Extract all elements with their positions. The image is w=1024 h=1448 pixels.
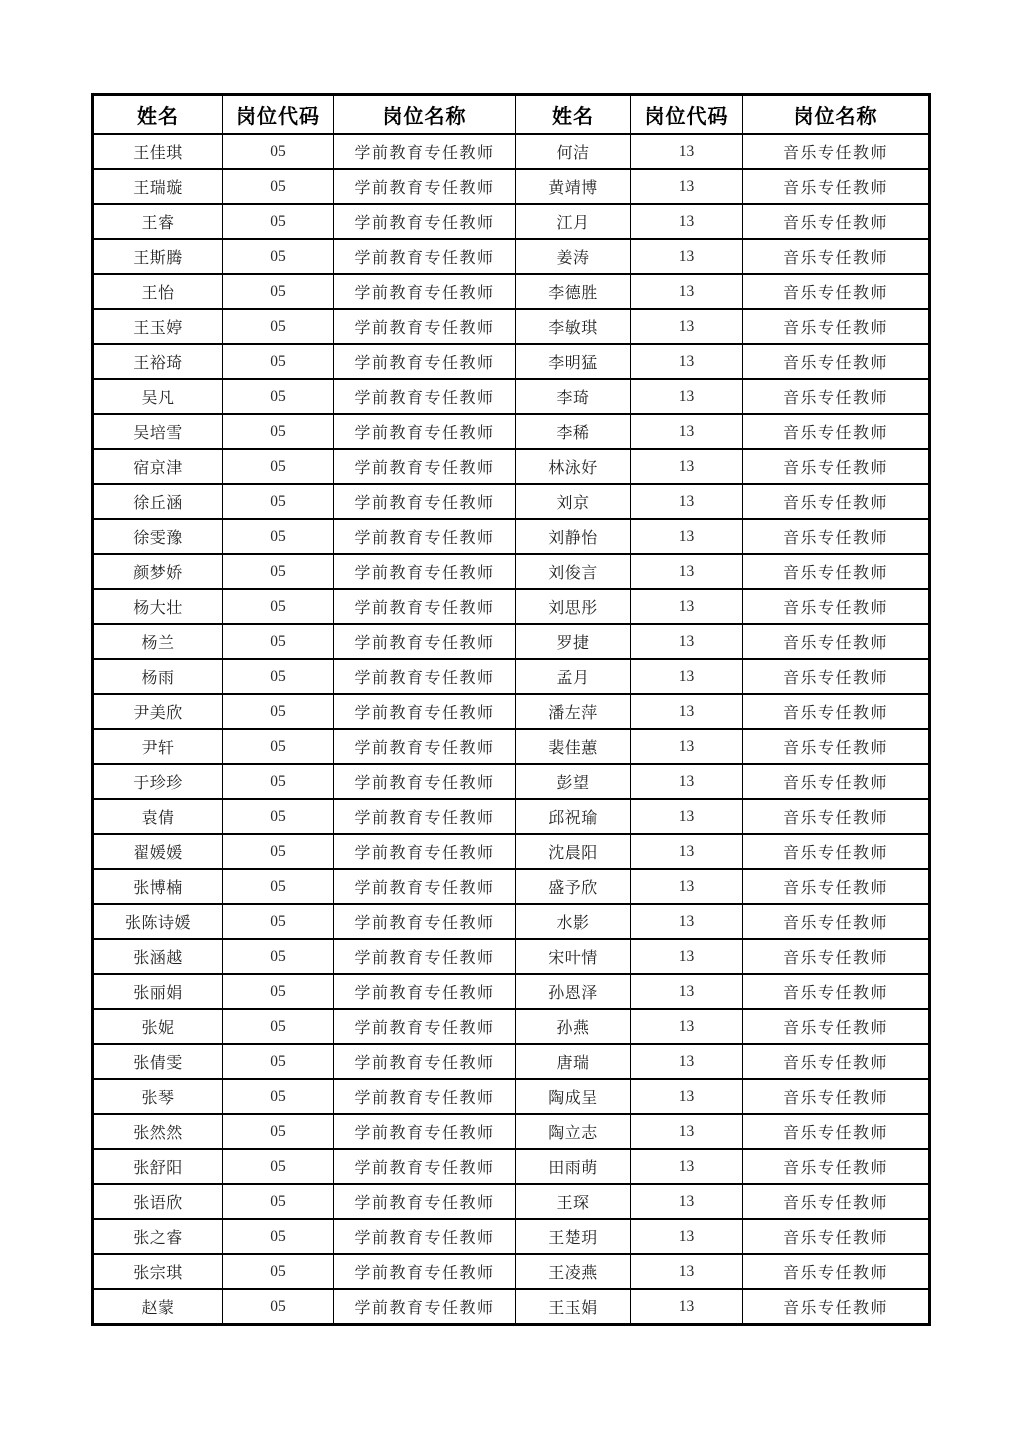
position-cell: 学前教育专任教师 [334, 1184, 516, 1219]
table-row [93, 939, 930, 974]
name-cell: 裴佳蕙 [516, 729, 631, 764]
name-cell: 王凌燕 [516, 1254, 631, 1289]
position-cell: 学前教育专任教师 [334, 414, 516, 449]
code-cell: 05 [223, 869, 334, 904]
position-cell: 学前教育专任教师 [334, 799, 516, 834]
position-cell: 音乐专任教师 [743, 379, 930, 414]
position-cell: 学前教育专任教师 [334, 1149, 516, 1184]
code-cell: 13 [631, 1184, 743, 1219]
name-cell: 杨兰 [93, 624, 223, 659]
position-cell: 音乐专任教师 [743, 274, 930, 309]
name-cell: 王楚玥 [516, 1219, 631, 1254]
column-header-name-right: 姓名 [516, 95, 631, 135]
code-cell: 05 [223, 904, 334, 939]
position-cell: 学前教育专任教师 [334, 1289, 516, 1325]
code-cell: 05 [223, 1009, 334, 1044]
name-cell: 李琦 [516, 379, 631, 414]
roster-table-body [93, 134, 930, 1325]
name-cell: 徐雯豫 [93, 519, 223, 554]
position-cell: 音乐专任教师 [743, 134, 930, 169]
name-cell: 张语欣 [93, 1184, 223, 1219]
code-cell: 05 [223, 1254, 334, 1289]
name-cell: 刘思彤 [516, 589, 631, 624]
name-cell: 王斯腾 [93, 239, 223, 274]
table-row [93, 344, 930, 379]
name-cell: 张宗琪 [93, 1254, 223, 1289]
position-cell: 音乐专任教师 [743, 939, 930, 974]
table-row [93, 1219, 930, 1254]
position-cell: 音乐专任教师 [743, 694, 930, 729]
code-cell: 13 [631, 939, 743, 974]
name-cell: 宿京津 [93, 449, 223, 484]
column-header-position-left: 岗位名称 [334, 95, 516, 135]
name-cell: 张陈诗媛 [93, 904, 223, 939]
code-cell: 13 [631, 694, 743, 729]
column-header-code-right: 岗位代码 [631, 95, 743, 135]
position-cell: 学前教育专任教师 [334, 869, 516, 904]
code-cell: 05 [223, 834, 334, 869]
code-cell: 05 [223, 239, 334, 274]
code-cell: 13 [631, 974, 743, 1009]
table-row [93, 869, 930, 904]
name-cell: 王玉婷 [93, 309, 223, 344]
position-cell: 音乐专任教师 [743, 1219, 930, 1254]
position-cell: 音乐专任教师 [743, 1114, 930, 1149]
position-cell: 音乐专任教师 [743, 484, 930, 519]
name-cell: 袁倩 [93, 799, 223, 834]
name-cell: 王瑞璇 [93, 169, 223, 204]
name-cell: 江月 [516, 204, 631, 239]
name-cell: 吴凡 [93, 379, 223, 414]
position-cell: 学前教育专任教师 [334, 694, 516, 729]
code-cell: 05 [223, 624, 334, 659]
code-cell: 13 [631, 169, 743, 204]
position-cell: 音乐专任教师 [743, 239, 930, 274]
position-cell: 学前教育专任教师 [334, 1009, 516, 1044]
table-row [93, 974, 930, 1009]
name-cell: 陶成呈 [516, 1079, 631, 1114]
position-cell: 学前教育专任教师 [334, 1114, 516, 1149]
code-cell: 13 [631, 484, 743, 519]
name-cell: 赵蒙 [93, 1289, 223, 1325]
table-row [93, 904, 930, 939]
name-cell: 张丽娟 [93, 974, 223, 1009]
table-row [93, 484, 930, 519]
name-cell: 张之睿 [93, 1219, 223, 1254]
name-cell: 张然然 [93, 1114, 223, 1149]
code-cell: 05 [223, 974, 334, 1009]
name-cell: 张倩雯 [93, 1044, 223, 1079]
name-cell: 李德胜 [516, 274, 631, 309]
code-cell: 13 [631, 764, 743, 799]
name-cell: 吴培雪 [93, 414, 223, 449]
code-cell: 05 [223, 309, 334, 344]
code-cell: 13 [631, 239, 743, 274]
column-header-position-right: 岗位名称 [743, 95, 930, 135]
table-row [93, 554, 930, 589]
code-cell: 13 [631, 274, 743, 309]
position-cell: 学前教育专任教师 [334, 309, 516, 344]
name-cell: 邱祝瑜 [516, 799, 631, 834]
code-cell: 13 [631, 309, 743, 344]
table-row [93, 1114, 930, 1149]
name-cell: 王睿 [93, 204, 223, 239]
position-cell: 学前教育专任教师 [334, 729, 516, 764]
table-row [93, 799, 930, 834]
name-cell: 张舒阳 [93, 1149, 223, 1184]
position-cell: 音乐专任教师 [743, 554, 930, 589]
code-cell: 13 [631, 799, 743, 834]
code-cell: 05 [223, 414, 334, 449]
position-cell: 音乐专任教师 [743, 589, 930, 624]
code-cell: 13 [631, 449, 743, 484]
code-cell: 13 [631, 414, 743, 449]
name-cell: 孟月 [516, 659, 631, 694]
name-cell: 张妮 [93, 1009, 223, 1044]
code-cell: 13 [631, 659, 743, 694]
position-cell: 音乐专任教师 [743, 1044, 930, 1079]
position-cell: 音乐专任教师 [743, 624, 930, 659]
position-cell: 音乐专任教师 [743, 764, 930, 799]
name-cell: 陶立志 [516, 1114, 631, 1149]
code-cell: 13 [631, 519, 743, 554]
code-cell: 13 [631, 1009, 743, 1044]
name-cell: 孙燕 [516, 1009, 631, 1044]
position-cell: 学前教育专任教师 [334, 274, 516, 309]
position-cell: 学前教育专任教师 [334, 659, 516, 694]
code-cell: 05 [223, 344, 334, 379]
code-cell: 13 [631, 1254, 743, 1289]
name-cell: 刘京 [516, 484, 631, 519]
code-cell: 05 [223, 764, 334, 799]
table-row [93, 659, 930, 694]
name-cell: 王裕琦 [93, 344, 223, 379]
code-cell: 05 [223, 1184, 334, 1219]
code-cell: 05 [223, 169, 334, 204]
position-cell: 学前教育专任教师 [334, 834, 516, 869]
code-cell: 05 [223, 659, 334, 694]
table-row [93, 764, 930, 799]
position-cell: 学前教育专任教师 [334, 974, 516, 1009]
table-row [93, 1289, 930, 1325]
table-row [93, 1184, 930, 1219]
name-cell: 颜梦娇 [93, 554, 223, 589]
position-cell: 学前教育专任教师 [334, 1044, 516, 1079]
roster-table-header [93, 95, 930, 135]
table-row [93, 134, 930, 169]
table-row [93, 274, 930, 309]
position-cell: 学前教育专任教师 [334, 624, 516, 659]
position-cell: 学前教育专任教师 [334, 204, 516, 239]
code-cell: 05 [223, 1079, 334, 1114]
name-cell: 何洁 [516, 134, 631, 169]
name-cell: 于珍珍 [93, 764, 223, 799]
name-cell: 王琛 [516, 1184, 631, 1219]
position-cell: 音乐专任教师 [743, 169, 930, 204]
code-cell: 05 [223, 274, 334, 309]
code-cell: 05 [223, 134, 334, 169]
position-cell: 学前教育专任教师 [334, 344, 516, 379]
table-row [93, 204, 930, 239]
position-cell: 音乐专任教师 [743, 659, 930, 694]
position-cell: 音乐专任教师 [743, 869, 930, 904]
code-cell: 13 [631, 379, 743, 414]
table-row [93, 624, 930, 659]
name-cell: 刘静怡 [516, 519, 631, 554]
code-cell: 13 [631, 1289, 743, 1325]
position-cell: 音乐专任教师 [743, 1184, 930, 1219]
name-cell: 宋叶情 [516, 939, 631, 974]
table-row [93, 589, 930, 624]
code-cell: 13 [631, 834, 743, 869]
position-cell: 音乐专任教师 [743, 519, 930, 554]
table-row [93, 379, 930, 414]
name-cell: 刘俊言 [516, 554, 631, 589]
table-row [93, 834, 930, 869]
table-row [93, 1009, 930, 1044]
table-row [93, 1079, 930, 1114]
position-cell: 学前教育专任教师 [334, 764, 516, 799]
name-cell: 黄靖博 [516, 169, 631, 204]
name-cell: 徐丘涵 [93, 484, 223, 519]
name-cell: 王佳琪 [93, 134, 223, 169]
name-cell: 李敏琪 [516, 309, 631, 344]
position-cell: 音乐专任教师 [743, 344, 930, 379]
position-cell: 音乐专任教师 [743, 309, 930, 344]
name-cell: 张琴 [93, 1079, 223, 1114]
roster-table [91, 93, 931, 1326]
name-cell: 李稀 [516, 414, 631, 449]
table-row [93, 1254, 930, 1289]
name-cell: 田雨萌 [516, 1149, 631, 1184]
position-cell: 学前教育专任教师 [334, 589, 516, 624]
code-cell: 13 [631, 1219, 743, 1254]
table-row [93, 239, 930, 274]
code-cell: 13 [631, 904, 743, 939]
header-row [93, 95, 930, 135]
name-cell: 盛予欣 [516, 869, 631, 904]
position-cell: 学前教育专任教师 [334, 904, 516, 939]
code-cell: 05 [223, 1044, 334, 1079]
code-cell: 05 [223, 799, 334, 834]
code-cell: 05 [223, 589, 334, 624]
code-cell: 05 [223, 449, 334, 484]
position-cell: 学前教育专任教师 [334, 379, 516, 414]
position-cell: 音乐专任教师 [743, 834, 930, 869]
code-cell: 05 [223, 1289, 334, 1325]
name-cell: 张涵越 [93, 939, 223, 974]
name-cell: 尹美欣 [93, 694, 223, 729]
position-cell: 音乐专任教师 [743, 799, 930, 834]
position-cell: 学前教育专任教师 [334, 1254, 516, 1289]
code-cell: 13 [631, 1114, 743, 1149]
position-cell: 音乐专任教师 [743, 904, 930, 939]
code-cell: 13 [631, 589, 743, 624]
name-cell: 王玉娟 [516, 1289, 631, 1325]
code-cell: 05 [223, 484, 334, 519]
name-cell: 张博楠 [93, 869, 223, 904]
name-cell: 唐瑞 [516, 1044, 631, 1079]
column-header-code-left: 岗位代码 [223, 95, 334, 135]
position-cell: 音乐专任教师 [743, 974, 930, 1009]
code-cell: 05 [223, 729, 334, 764]
name-cell: 杨大壮 [93, 589, 223, 624]
code-cell: 05 [223, 379, 334, 414]
position-cell: 学前教育专任教师 [334, 134, 516, 169]
name-cell: 翟媛媛 [93, 834, 223, 869]
name-cell: 李明猛 [516, 344, 631, 379]
name-cell: 王怡 [93, 274, 223, 309]
code-cell: 05 [223, 1149, 334, 1184]
code-cell: 13 [631, 134, 743, 169]
table-row [93, 519, 930, 554]
name-cell: 孙恩泽 [516, 974, 631, 1009]
code-cell: 05 [223, 694, 334, 729]
name-cell: 罗捷 [516, 624, 631, 659]
position-cell: 学前教育专任教师 [334, 169, 516, 204]
position-cell: 学前教育专任教师 [334, 554, 516, 589]
table-row [93, 309, 930, 344]
table-row [93, 1149, 930, 1184]
position-cell: 音乐专任教师 [743, 1149, 930, 1184]
code-cell: 05 [223, 1219, 334, 1254]
position-cell: 音乐专任教师 [743, 729, 930, 764]
position-cell: 音乐专任教师 [743, 1079, 930, 1114]
code-cell: 13 [631, 729, 743, 764]
table-row [93, 694, 930, 729]
name-cell: 尹轩 [93, 729, 223, 764]
code-cell: 13 [631, 624, 743, 659]
position-cell: 音乐专任教师 [743, 414, 930, 449]
code-cell: 05 [223, 554, 334, 589]
name-cell: 林泳好 [516, 449, 631, 484]
code-cell: 13 [631, 1149, 743, 1184]
position-cell: 音乐专任教师 [743, 449, 930, 484]
code-cell: 13 [631, 1044, 743, 1079]
code-cell: 05 [223, 939, 334, 974]
table-row [93, 169, 930, 204]
name-cell: 姜涛 [516, 239, 631, 274]
position-cell: 音乐专任教师 [743, 1289, 930, 1325]
code-cell: 13 [631, 204, 743, 239]
position-cell: 音乐专任教师 [743, 204, 930, 239]
position-cell: 学前教育专任教师 [334, 519, 516, 554]
position-cell: 学前教育专任教师 [334, 1219, 516, 1254]
position-cell: 学前教育专任教师 [334, 239, 516, 274]
table-row [93, 414, 930, 449]
position-cell: 音乐专任教师 [743, 1254, 930, 1289]
table-row [93, 729, 930, 764]
table-row [93, 1044, 930, 1079]
column-header-name-left: 姓名 [93, 95, 223, 135]
code-cell: 05 [223, 204, 334, 239]
position-cell: 学前教育专任教师 [334, 1079, 516, 1114]
table-row [93, 449, 930, 484]
position-cell: 音乐专任教师 [743, 1009, 930, 1044]
position-cell: 学前教育专任教师 [334, 449, 516, 484]
name-cell: 沈晨阳 [516, 834, 631, 869]
code-cell: 05 [223, 1114, 334, 1149]
code-cell: 05 [223, 519, 334, 554]
name-cell: 水影 [516, 904, 631, 939]
name-cell: 彭望 [516, 764, 631, 799]
code-cell: 13 [631, 554, 743, 589]
code-cell: 13 [631, 344, 743, 379]
name-cell: 潘左萍 [516, 694, 631, 729]
name-cell: 杨雨 [93, 659, 223, 694]
code-cell: 13 [631, 1079, 743, 1114]
position-cell: 学前教育专任教师 [334, 939, 516, 974]
position-cell: 学前教育专任教师 [334, 484, 516, 519]
code-cell: 13 [631, 869, 743, 904]
